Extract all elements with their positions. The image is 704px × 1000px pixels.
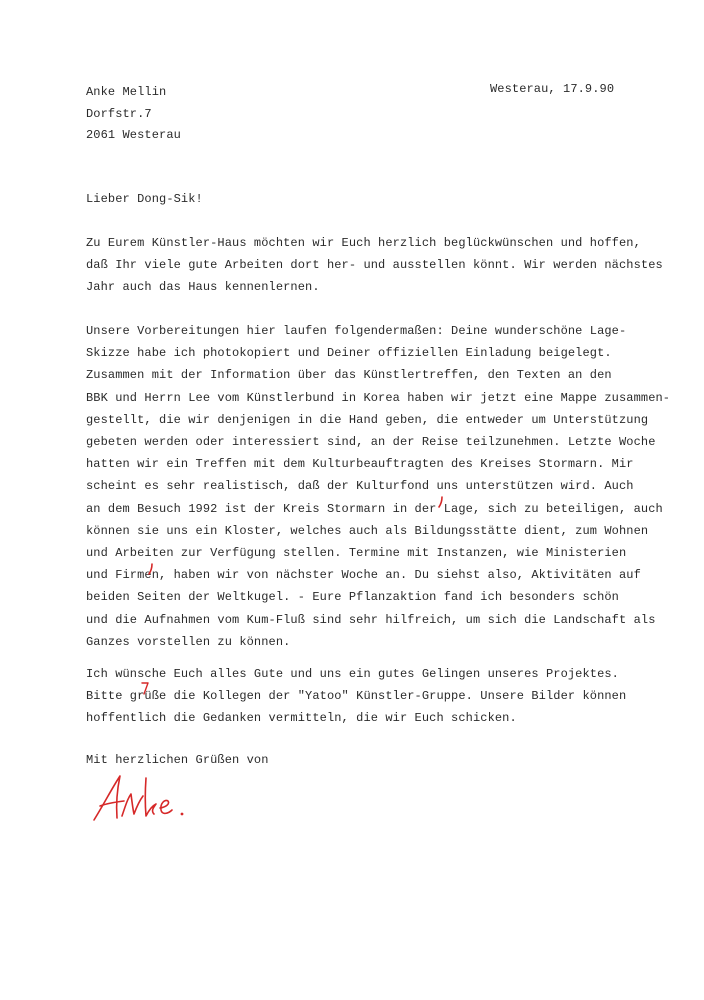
sender-address (86, 82, 181, 147)
paragraph-line: BBK und Herrn Lee vom Künstlerbund in Korea haben wir jetzt eine Mappe zusammen- (86, 390, 671, 405)
salutation: Lieber Dong-Sik! (86, 192, 203, 206)
sender-street: Dorfstr.7 (86, 106, 152, 121)
paragraph-3 (86, 663, 626, 730)
paragraph-line: Zu Eurem Künstler-Haus möchten wir Euch herzlich beglückwünschen und hoffen, (86, 236, 641, 250)
handwritten-signature (90, 770, 200, 830)
paragraph-line: Unsere Vorbereitungen hier laufen folgendermaßen: Deine wunderschöne Lage- (86, 324, 627, 338)
paragraph-line: an dem Besuch 1992 ist der Kreis Stormarn in der Lage, sich zu beteiligen, auch (86, 501, 663, 516)
paragraph-line: und Firmen, haben wir von nächster Woche an. Du siehst also, Aktivitäten auf (86, 568, 641, 583)
paragraph-line: und Arbeiten zur Verfügung stellen. Termine mit Instanzen, wie Ministerien (86, 546, 627, 561)
paragraph-line: können sie uns ein Kloster, welches auch als Bildungsstätte dient, zum Wohnen (86, 523, 649, 538)
paragraph-line: beiden Seiten der Weltkugel. - Eure Pflanzaktion fand ich besonders schön (86, 590, 619, 605)
paragraph-line: hoffentlich die Gedanken vermitteln, die wir Euch schicken. (86, 711, 517, 726)
place-date: Westerau, 17.9.90 (490, 82, 615, 96)
paragraph-line: Bitte grüße die Kollegen der "Yatoo" Künstler-Gruppe. Unsere Bilder können (86, 689, 627, 704)
paragraph-1 (86, 232, 663, 299)
sender-name: Anke Mellin (86, 85, 167, 99)
red-insertion-correction-mark (140, 681, 150, 695)
closing-line: Mit herzlichen Grüßen von (86, 753, 269, 767)
paragraph-line: und die Aufnahmen vom Kum-Fluß sind sehr hilfreich, um sich die Landschaft als (86, 612, 656, 627)
paragraph-line: Jahr auch das Haus kennenlernen. (86, 280, 320, 295)
sender-city: 2061 Westerau (86, 128, 181, 142)
paragraph-2 (86, 320, 670, 653)
paragraph-line: daß Ihr viele gute Arbeiten dort her- und ausstellen könnt. Wir werden nächstes (86, 258, 663, 273)
paragraph-line: Ich wünsche Euch alles Gute und uns ein gutes Gelingen unseres Projektes. (86, 667, 619, 681)
paragraph-line: hatten wir ein Treffen mit dem Kulturbeauftragten des Kreises Stormarn. Mir (86, 457, 634, 472)
paragraph-line: Skizze habe ich photokopiert und Deiner offiziellen Einladung beigelegt. (86, 346, 612, 361)
paragraph-line: Ganzes vorstellen zu können. (86, 634, 291, 649)
paragraph-line: gebeten werden oder interessiert sind, an der Reise teilzunehmen. Letzte Woche (86, 435, 656, 450)
paragraph-line: Zusammen mit der Information über das Künstlertreffen, den Texten an den (86, 368, 612, 383)
paragraph-line: gestellt, die wir denjenigen in die Hand geben, die entweder um Unterstützung (86, 412, 649, 427)
red-comma-correction-mark (146, 562, 156, 576)
red-comma-correction-mark (436, 495, 446, 509)
paragraph-line: scheint es sehr realistisch, daß der Kulturfond uns unterstützen wird. Auch (86, 479, 634, 494)
